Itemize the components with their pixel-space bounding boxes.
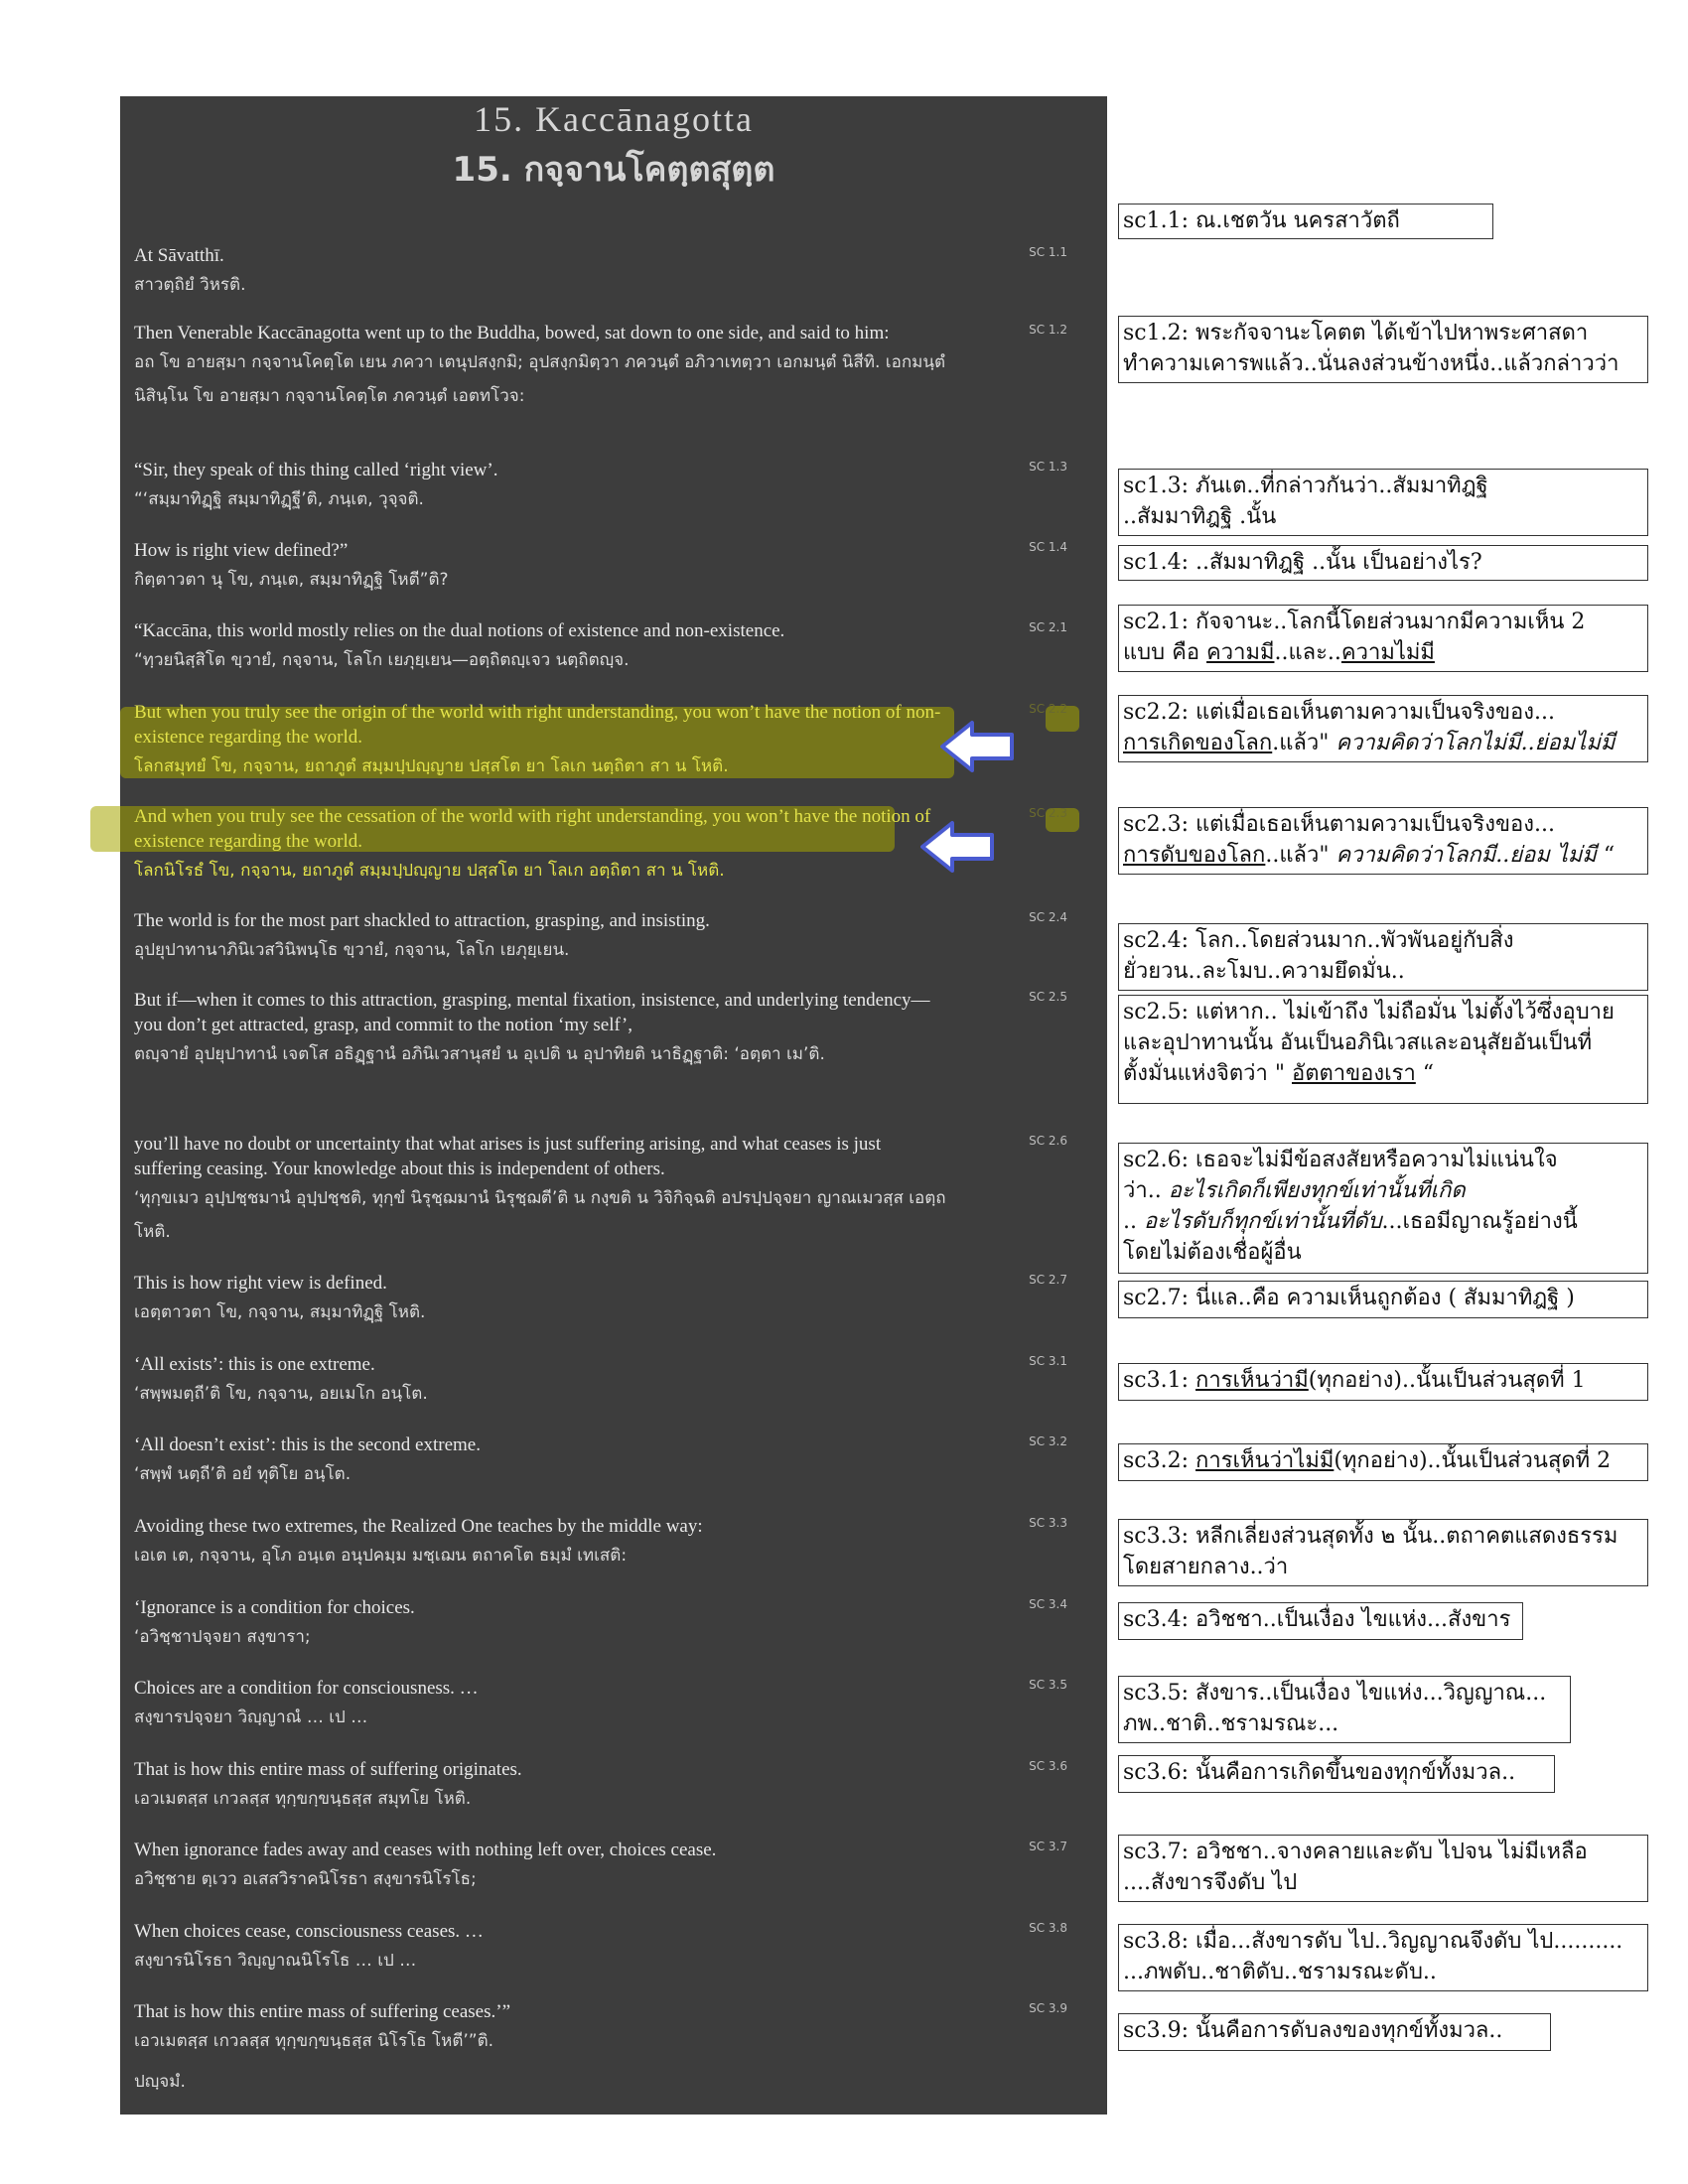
pali-text: เอตฺตาวตา โข, กจฺจาน, สมฺมาทิฏฺฐิ โหติ.: [134, 1302, 426, 1322]
english-text: But if—when it comes to this attraction, grasping, mental fixation, insistence, and underlying tendency—you don’t get attracted, grasp, and commit to the notion ‘my self’,: [134, 990, 930, 1035]
note-line: sc1.1: ณ.เชตวัน นครสาวัตถี: [1123, 208, 1400, 233]
segment: [134, 1919, 1067, 1978]
segment: [134, 1433, 1067, 1491]
annotation-note: [1118, 204, 1493, 239]
segment: [134, 1352, 1067, 1411]
note-line: ทำความเคารพแล้ว..นั่นลงส่วนข้างหนึ่ง..แล้วกล่าวว่า: [1123, 351, 1619, 376]
english-text: When ignorance fades away and ceases with nothing left over, choices cease.: [134, 1840, 717, 1860]
segment-reference: SC 3.1: [1029, 1354, 1067, 1368]
note-line: ว่า.. อะไรเกิดก็เพียงทุกข์เท่านั้นที่เกิด: [1123, 1178, 1466, 1203]
segment-reference: SC 3.6: [1029, 1759, 1067, 1773]
arrow-left-icon: [920, 820, 996, 874]
pali-text: เอวเมตสฺส เกวลสฺส ทุกฺขกฺขนฺธสฺส นิโรโธ โหตี’”ติ.: [134, 2031, 494, 2051]
segment-reference: SC 2.1: [1029, 620, 1067, 634]
pali-text: กิตฺตาวตา นุ โข, ภนฺเต, สมฺมาทิฏฺฐิ โหตี”ติ?: [134, 570, 449, 590]
annotation-note: [1118, 1755, 1555, 1793]
note-line: sc2.1: กัจจานะ..โลกนี้โดยส่วนมากมีความเห็น 2: [1123, 610, 1586, 634]
segment-reference: SC 1.1: [1029, 245, 1067, 259]
pali-text: อุปยุปาทานาภินิเวสวินิพนฺโธ ขฺวายํ, กจฺจาน, โลโก เยภุยฺเยน.: [134, 940, 570, 960]
english-text: ‘Ignorance is a condition for choices.: [134, 1597, 415, 1618]
annotation-note: [1118, 1519, 1648, 1586]
segment-reference: SC 1.2: [1029, 323, 1067, 337]
pali-text: ‘ทุกฺขเมว อุปฺปชฺชมานํ อุปฺปชฺชติ, ทุกฺขํ นิรุชฺฌมานํ นิรุชฺฌตี’ติ น กงฺขติ น วิจิกิจฺฉติ อปรปฺปจฺจยา ญาณเมวสฺส เอตฺถ โหติ.: [134, 1188, 946, 1242]
annotation-note: [1118, 995, 1648, 1104]
segment-reference: SC 3.7: [1029, 1840, 1067, 1853]
annotation-note: [1118, 1363, 1648, 1401]
segment: [134, 321, 1067, 413]
note-line: sc2.7: นี่แล..คือ ความเห็นถูกต้อง ( สัมมาทิฎฐิ ): [1123, 1286, 1575, 1310]
segment: [134, 1271, 1067, 1329]
segment-reference: SC 2.4: [1029, 910, 1067, 924]
annotation-note: [1118, 469, 1648, 536]
note-line: sc2.6: เธอจะไม่มีข้อสงสัยหรือความไม่แน่นใจ: [1123, 1148, 1558, 1172]
annotation-note: [1118, 695, 1648, 762]
note-line: sc1.2: พระกัจจานะโคตต ได้เข้าไปหาพระศาสดา: [1123, 321, 1589, 345]
segment-reference: SC 3.2: [1029, 1434, 1067, 1448]
note-line: ....สังขารจึงดับ ไป: [1123, 1870, 1298, 1895]
note-line: ..สัมมาทิฎฐิ .นั้น: [1123, 504, 1277, 529]
segment: [134, 618, 1067, 677]
english-text: The world is for the most part shackled to attraction, grasping, and insisting.: [134, 910, 710, 931]
english-text: Choices are a condition for consciousness. …: [134, 1678, 479, 1699]
annotation-note: [1118, 1443, 1648, 1481]
annotation-note: [1118, 1676, 1571, 1743]
segment: [134, 1676, 1067, 1734]
note-line: แบบ คือ ความมี..และ..ความไม่มี: [1123, 640, 1435, 665]
annotation-note: [1118, 2013, 1551, 2051]
english-text: you’ll have no doubt or uncertainty that what arises is just suffering arising, and what ceases is just suffering ceasing. Your knowledge about this is independent of others.: [134, 1134, 882, 1179]
note-line: sc3.6: นั้นคือการเกิดขึ้นของทุกข์ทั้งมวล..: [1123, 1760, 1516, 1785]
segment: [134, 1999, 1067, 2058]
annotation-note: [1118, 1835, 1648, 1902]
sutta-panel: [120, 96, 1107, 2115]
note-line: ยั่วยวน..ละโมบ..ความยึดมั่น..: [1123, 959, 1405, 984]
note-line: sc3.1: การเห็นว่ามี(ทุกอย่าง)..นั้นเป็นส่วนสุดที่ 1: [1123, 1368, 1586, 1393]
pali-text: ‘สพฺพมตฺถี’ติ โข, กจฺจาน, อยเมโก อนฺโต.: [134, 1384, 428, 1404]
pali-text: โลกนิโรธํ โข, กจฺจาน, ยถาภูตํ สมฺมปฺปญฺญาย ปสฺสโต ยา โลเก อตฺถิตา สา น โหติ.: [134, 861, 725, 881]
note-line: sc3.2: การเห็นว่าไม่มี(ทุกอย่าง)..นั้นเป็นส่วนสุดที่ 2: [1123, 1448, 1612, 1473]
segment: [134, 1595, 1067, 1654]
english-text: This is how right view is defined.: [134, 1273, 387, 1294]
note-line: sc3.9: นั้นคือการดับลงของทุกข์ทั้งมวล..: [1123, 2018, 1503, 2043]
segment-reference: SC 3.5: [1029, 1678, 1067, 1692]
english-text: “Kaccāna, this world mostly relies on the dual notions of existence and non-existence.: [134, 620, 785, 641]
note-line: sc1.4: ..สัมมาทิฎฐิ ..นั้น เป็นอย่างไร?: [1123, 550, 1482, 575]
note-line: ...ภพดับ..ชาติดับ..ชรามรณะดับ..: [1123, 1960, 1437, 1984]
english-text: ‘All doesn’t exist’: this is the second extreme.: [134, 1434, 481, 1455]
pali-text: สงฺขารนิโรธา วิญฺญาณนิโรโธ … เป …: [134, 1951, 417, 1971]
note-line: sc2.4: โลก..โดยส่วนมาก..พัวพันอยู่กับสิ่ง: [1123, 928, 1514, 953]
annotation-note: [1118, 316, 1648, 383]
segment-reference: SC 2.3: [1029, 806, 1067, 820]
english-text: Then Venerable Kaccānagotta went up to the Buddha, bowed, sat down to one side, and said to him:: [134, 323, 890, 343]
annotation-note: [1118, 1924, 1648, 1991]
segment-reference: SC 2.6: [1029, 1134, 1067, 1148]
note-line: โดยสายกลาง..ว่า: [1123, 1555, 1289, 1579]
segment-reference: SC 3.9: [1029, 2001, 1067, 2015]
segment: [134, 243, 1067, 302]
note-line: การเกิดของโลก.แล้ว" ความคิดว่าโลกไม่มี..ย่อมไม่มี: [1123, 731, 1616, 755]
pali-text: อวิชฺชาย ตฺเวว อเสสวิราคนิโรธา สงฺขารนิโรโธ;: [134, 1869, 477, 1889]
segment-reference: SC 3.3: [1029, 1516, 1067, 1530]
english-text: But when you truly see the origin of the world with right understanding, you won’t have the notion of non-existence regarding the world.: [134, 702, 941, 748]
annotation-note: [1118, 605, 1648, 672]
pali-text: โลกสมุทยํ โข, กจฺจาน, ยถาภูตํ สมฺมปฺปญฺญาย ปสฺสโต ยา โลเก นตฺถิตา สา น โหติ.: [134, 756, 729, 776]
english-text: That is how this entire mass of suffering ceases.’”: [134, 2001, 511, 2022]
english-text: That is how this entire mass of suffering originates.: [134, 1759, 522, 1780]
pali-text: ตญฺจายํ อุปยุปาทานํ เจตโส อธิฏฺฐานํ อภินิเวสานุสยํ น อุเปติ น อุปาทิยติ นาธิฏฺฐาติ: ‘อตฺตา เม’ติ.: [134, 1044, 825, 1064]
pali-text: อถ โข อายสฺมา กจฺจานโคตฺโต เยน ภควา เตนุปสงฺกมิ; อุปสงฺกมิตฺวา ภควนฺตํ อภิวาเทตฺวา เอกมนฺตํ นิสีทิ. เอกมนฺตํ นิสินฺโน โข อายสฺมา กจฺจานโคตฺโต ภควนฺตํ เอตทโวจ:: [134, 352, 945, 406]
segment: [134, 700, 1067, 783]
english-text: When choices cease, consciousness ceases. …: [134, 1921, 484, 1942]
segment-reference: SC 3.8: [1029, 1921, 1067, 1935]
segment-reference: SC 2.5: [1029, 990, 1067, 1004]
segment: [134, 988, 1067, 1071]
english-text: Avoiding these two extremes, the Realized One teaches by the middle way:: [134, 1516, 703, 1537]
segment: [134, 908, 1067, 967]
note-line: และอุปาทานนั้น อันเป็นอภินิเวสและอนุสัยอันเป็นที่: [1123, 1030, 1593, 1055]
title-english: 15. Kaccānagotta: [474, 99, 754, 139]
segment: [134, 1757, 1067, 1816]
note-line: sc3.5: สังขาร..เป็นเงื่อง ไขแห่ง...วิญญาณ...: [1123, 1681, 1547, 1706]
note-line: .. อะไรดับก็ทุกข์เท่านั้นที่ดับ...เธอมีญาณรู้อย่างนี้: [1123, 1209, 1578, 1234]
segment: [134, 1838, 1067, 1896]
segment-reference: SC 3.4: [1029, 1597, 1067, 1611]
annotation-note: [1118, 807, 1648, 875]
segment-reference: SC 1.3: [1029, 460, 1067, 474]
note-line: การดับของโลก..แล้ว" ความคิดว่าโลกมี..ย่อม ไม่มี “: [1123, 843, 1616, 868]
segment-reference: SC 2.2: [1029, 702, 1067, 716]
note-line: sc1.3: ภันเต..ที่กล่าวกันว่า..สัมมาทิฎฐิ: [1123, 474, 1488, 498]
note-line: sc2.2: แต่เมื่อเธอเห็นตามความเป็นจริงของ...: [1123, 700, 1555, 725]
english-text: And when you truly see the cessation of the world with right understanding, you won’t have the notion of existence regarding the world.: [134, 806, 931, 852]
ending-text: ปญฺจมํ.: [134, 2072, 186, 2092]
segment: [134, 538, 1067, 597]
note-line: ตั้งมั่นแห่งจิตว่า " อัตตาของเรา “: [1123, 1061, 1435, 1086]
note-line: sc3.7: อวิชชา..จางคลายและดับ ไปจน ไม่มีเหลือ: [1123, 1840, 1588, 1864]
segment: [134, 1514, 1067, 1572]
pali-text: “ทฺวยนิสฺสิโต ขฺวายํ, กจฺจาน, โลโก เยภุยฺเยน—อตฺถิตญฺเจว นตฺถิตญฺจ.: [134, 650, 630, 670]
note-line: sc3.8: เมื่อ...สังขารดับ ไป..วิญญาณจึงดับ ไป..........: [1123, 1929, 1623, 1954]
pali-text: เอเต เต, กจฺจาน, อุโภ อนฺเต อนุปคมฺม มชฺเฌน ตถาคโต ธมฺมํ เทเสติ:: [134, 1546, 628, 1566]
annotation-note: [1118, 923, 1648, 991]
note-line: โดยไม่ต้องเชื่อผู้อื่น: [1123, 1240, 1302, 1265]
annotation-note: [1118, 1602, 1523, 1640]
english-text: How is right view defined?”: [134, 540, 349, 561]
english-text: “Sir, they speak of this thing called ‘right view’.: [134, 460, 498, 480]
pali-text: ‘อวิชฺชาปจฺจยา สงฺขารา;: [134, 1627, 311, 1647]
note-line: sc3.3: หลีกเลี่ยงส่วนสุดทั้ง ๒ นั้น..ตถาคตแสดงธรรม: [1123, 1524, 1618, 1549]
note-line: sc3.4: อวิชชา..เป็นเงื่อง ไขแห่ง...สังขาร: [1123, 1607, 1511, 1632]
pali-text: สงฺขารปจฺจยา วิญฺญาณํ … เป …: [134, 1707, 368, 1727]
annotation-note: [1118, 1143, 1648, 1274]
note-line: sc2.3: แต่เมื่อเธอเห็นตามความเป็นจริงของ...: [1123, 812, 1555, 837]
pali-text: เอวเมตสฺส เกวลสฺส ทุกฺขกฺขนฺธสฺส สมุทโย โหติ.: [134, 1789, 472, 1809]
segment: [134, 458, 1067, 516]
title-thai: 15. กจฺจานโคตฺตสุตฺต: [452, 150, 775, 190]
note-line: sc2.5: แต่หาก.. ไม่เข้าถึง ไม่ถือมั่น ไม่ตั้งไว้ซึ่งอุบาย: [1123, 1000, 1615, 1024]
annotation-note: [1118, 545, 1648, 581]
segment: [134, 1132, 1067, 1249]
english-text: At Sāvatthī.: [134, 245, 224, 266]
pali-text: “‘สมฺมาทิฏฺฐิ สมฺมาทิฏฺฐี’ติ, ภนฺเต, วุจฺจติ.: [134, 489, 424, 509]
annotation-note: [1118, 1281, 1648, 1318]
arrow-left-icon: [940, 720, 1016, 773]
pali-text: สาวตฺถิยํ วิหรติ.: [134, 275, 246, 295]
english-text: ‘All exists’: this is one extreme.: [134, 1354, 375, 1375]
pali-text: ‘สพฺพํ นตฺถี’ติ อยํ ทุติโย อนฺโต.: [134, 1464, 352, 1484]
segment-reference: SC 1.4: [1029, 540, 1067, 554]
segment-reference: SC 2.7: [1029, 1273, 1067, 1287]
note-line: ภพ..ชาติ..ชรามรณะ...: [1123, 1711, 1339, 1736]
